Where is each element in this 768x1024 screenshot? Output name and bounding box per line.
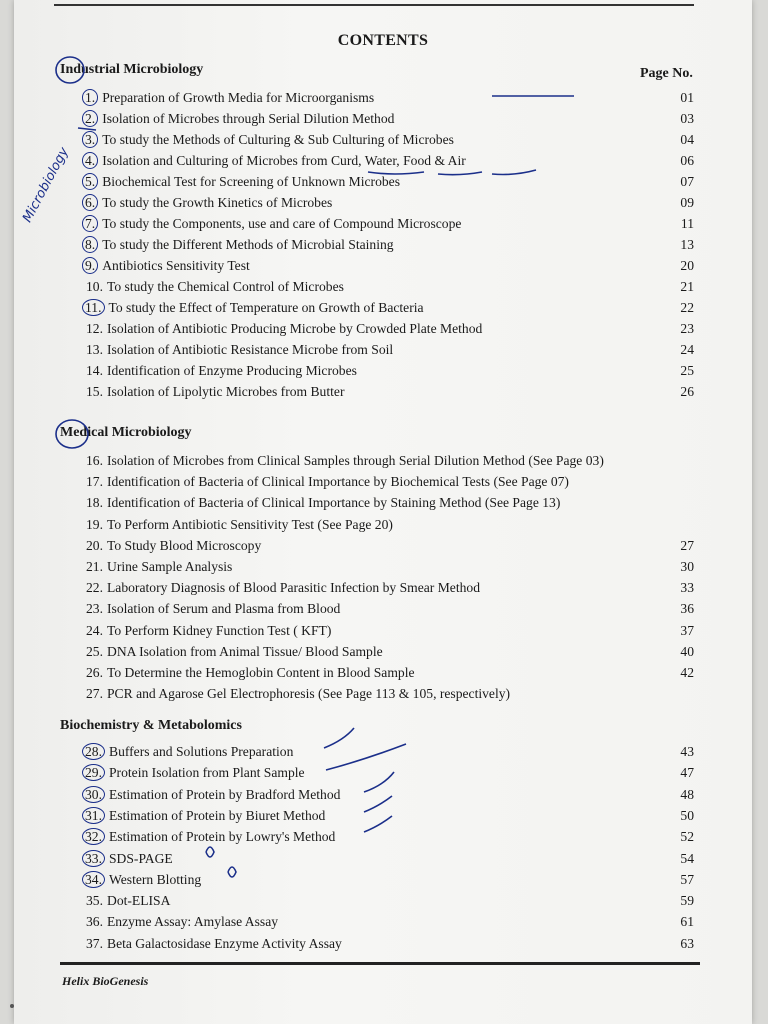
toc-entry-number: 29. (82, 764, 105, 781)
toc-entry-title (86, 451, 604, 471)
toc-entry-page: 07 (680, 174, 694, 189)
top-rule (54, 4, 694, 6)
toc-entry-number: 4. (82, 152, 98, 169)
bottom-rule (60, 962, 700, 965)
toc-entry-text: To Perform Kidney Function Test ( KFT) (107, 622, 332, 638)
toc-entry (14, 340, 694, 360)
page-number-heading: Page No. (640, 66, 693, 81)
toc-entry-number: 15. (86, 384, 103, 399)
toc-entry (14, 88, 694, 108)
toc-entry (14, 214, 694, 234)
toc-entry (14, 578, 694, 598)
toc-entry (14, 515, 694, 535)
toc-entry-page: 33 (680, 580, 694, 596)
toc-entry-number: 5. (82, 173, 98, 190)
toc-entry-number: 33. (82, 850, 105, 867)
toc-entry-text: To study the Chemical Control of Microbes (107, 279, 344, 294)
toc-entry (14, 806, 694, 826)
toc-entry-number: 1. (82, 89, 98, 106)
toc-entry-text: Preparation of Growth Media for Microorganisms (102, 90, 375, 105)
section-heading-medical: Medical Microbiology (60, 425, 192, 440)
toc-entry-text: Dot-ELISA (107, 893, 171, 909)
toc-entry-text: Estimation of Protein by Biuret Method (109, 807, 326, 823)
toc-entry-title (86, 193, 332, 213)
toc-entry-title (86, 256, 250, 276)
toc-entry-text: Isolation of Microbes through Serial Dilution Method (102, 111, 395, 126)
toc-entry-title (86, 557, 232, 577)
toc-entry-text: Biochemical Test for Screening of Unknown Microbes (102, 174, 400, 189)
toc-entry-title (86, 493, 560, 513)
toc-entry-page: 37 (680, 622, 694, 638)
toc-entry-text: Isolation and Culturing of Microbes from Curd, Water, Food & Air (102, 153, 466, 168)
toc-entry-text: Beta Galactosidase Enzyme Activity Assay (107, 935, 342, 951)
toc-entry-page: 43 (680, 744, 694, 759)
toc-entry-number: 17. (86, 474, 103, 490)
toc-entry-page: 40 (680, 643, 694, 659)
toc-entry-text: Isolation of Antibiotic Producing Microbe by Crowded Plate Method (107, 321, 483, 336)
toc-entry-number: 22. (86, 580, 103, 596)
toc-entry-number: 28. (82, 743, 105, 760)
toc-entry-number: 12. (86, 321, 103, 336)
toc-entry (14, 130, 694, 150)
toc-entry-page: 23 (680, 321, 694, 336)
toc-entry-title (86, 536, 261, 556)
toc-entry-title (86, 515, 393, 535)
toc-entry-page: 03 (680, 111, 694, 126)
footer-publisher: Helix BioGenesis (62, 974, 149, 988)
toc-entry-page: 54 (680, 850, 694, 866)
toc-entry-number: 16. (86, 453, 103, 468)
toc-entry-number: 24. (86, 622, 103, 638)
toc-entry-number: 25. (86, 643, 103, 659)
section-heading-industrial: Industrial Microbiology (60, 62, 204, 77)
toc-entry (14, 642, 694, 662)
toc-entry-text: To study the Components, use and care of Compound Microscope (102, 216, 462, 231)
toc-entry (14, 361, 694, 381)
toc-entry (14, 493, 694, 513)
toc-entry (14, 934, 694, 954)
toc-entry-number: 27. (86, 686, 103, 702)
toc-entry-text: PCR and Agarose Gel Electrophoresis (See Page 113 & 105, respectively) (107, 686, 511, 702)
toc-entry-title (86, 934, 342, 954)
toc-entry (14, 849, 694, 869)
toc-entry-text: Isolation of Serum and Plasma from Blood (107, 601, 341, 617)
toc-entry-number: 26. (86, 665, 103, 680)
toc-entry-text: Estimation of Protein by Bradford Method (109, 786, 341, 802)
toc-entry-title (86, 319, 482, 339)
toc-entry-text: Identification of Bacteria of Clinical Importance by Staining Method (See Page 13) (107, 495, 561, 511)
toc-entry (14, 172, 694, 192)
toc-entry-page: 22 (680, 300, 694, 315)
toc-entry (14, 827, 694, 847)
toc-entry (14, 684, 694, 704)
toc-entry-title (86, 578, 480, 598)
toc-entry-number: 21. (86, 559, 103, 574)
toc-entry-page: 11 (680, 216, 694, 231)
toc-entry-page: 63 (680, 935, 694, 951)
toc-entry (14, 298, 694, 318)
toc-entry-page: 24 (680, 342, 694, 357)
toc-entry-title (86, 298, 424, 318)
toc-entry (14, 235, 694, 255)
toc-entry (14, 109, 694, 129)
toc-entry-number: 20. (86, 537, 103, 553)
toc-entry-page: 26 (680, 384, 694, 399)
toc-entry-page: 09 (680, 195, 694, 210)
toc-entry (14, 536, 694, 556)
toc-entry-page: 36 (680, 601, 694, 617)
toc-entry-text: Protein Isolation from Plant Sample (109, 765, 305, 781)
toc-entry-title (86, 621, 331, 641)
toc-entry-number: 35. (86, 893, 103, 909)
toc-entry-text: To Study Blood Microscopy (107, 537, 262, 553)
document-page (14, 0, 752, 1024)
toc-entry-title (86, 763, 305, 783)
toc-entry-title (86, 599, 340, 619)
toc-entry-page: 57 (680, 871, 694, 887)
toc-entry-title (86, 130, 454, 150)
toc-entry-page: 61 (680, 914, 694, 930)
toc-entry-text: SDS-PAGE (109, 850, 173, 866)
toc-entry-title (86, 806, 325, 826)
toc-entry-page: 27 (680, 537, 694, 553)
toc-entry-title (86, 742, 293, 762)
toc-entry-title (86, 382, 344, 402)
toc-entry-title (86, 472, 569, 492)
toc-entry-number: 36. (86, 914, 103, 930)
toc-entry-page: 50 (680, 807, 694, 823)
toc-entry (14, 621, 694, 641)
toc-entry-title (86, 827, 335, 847)
toc-entry-page: 52 (680, 829, 694, 845)
toc-entry-title (86, 642, 383, 662)
toc-entry-page: 13 (680, 237, 694, 252)
toc-entry (14, 742, 694, 762)
toc-entry-text: Isolation of Lipolytic Microbes from Butter (107, 384, 345, 399)
toc-entry-page: 47 (680, 765, 694, 781)
toc-entry-number: 18. (86, 495, 103, 511)
toc-entry-text: DNA Isolation from Animal Tissue/ Blood Sample (107, 643, 383, 659)
toc-entry (14, 319, 694, 339)
toc-entry-title (86, 663, 415, 683)
toc-entry-text: Western Blotting (109, 871, 202, 887)
toc-entry-text: To study the Growth Kinetics of Microbes (102, 195, 333, 210)
toc-entry-page: 59 (680, 893, 694, 909)
toc-entry-text: Urine Sample Analysis (107, 559, 233, 574)
toc-entry-page: 30 (680, 559, 694, 574)
toc-entry-text: Isolation of Microbes from Clinical Samples through Serial Dilution Method (See Page 03) (107, 453, 604, 468)
toc-entry-number: 10. (86, 279, 103, 294)
toc-entry-number: 14. (86, 363, 103, 378)
handwritten-margin-note: Microbiology (20, 145, 73, 226)
toc-entry (14, 870, 694, 890)
toc-entry-text: Identification of Enzyme Producing Microbes (107, 363, 357, 378)
toc-entry-page: 21 (680, 279, 694, 294)
toc-entry-text: Estimation of Protein by Lowry's Method (109, 829, 336, 845)
toc-entry-title (86, 361, 357, 381)
toc-entry (14, 256, 694, 276)
toc-entry (14, 599, 694, 619)
toc-entry (14, 557, 694, 577)
toc-entry-title (86, 277, 344, 297)
toc-entry-page: 06 (680, 153, 694, 168)
toc-entry-title (86, 340, 393, 360)
toc-entry-text: Identification of Bacteria of Clinical Importance by Biochemical Tests (See Page 07) (107, 474, 569, 490)
toc-entry-number: 8. (82, 236, 98, 253)
toc-entry-number: 2. (82, 110, 98, 127)
toc-entry-number: 3. (82, 131, 98, 148)
toc-entry-title (86, 109, 394, 129)
toc-entry-number: 37. (86, 935, 103, 951)
toc-entry-number: 34. (82, 871, 105, 888)
toc-entry-number: 11. (82, 299, 105, 316)
toc-entry-number: 23. (86, 601, 103, 617)
toc-entry-title (86, 891, 170, 911)
toc-entry-number: 32. (82, 828, 105, 845)
toc-entry-title (86, 912, 278, 932)
toc-entry-text: To study the Different Methods of Microbial Staining (102, 237, 394, 252)
toc-entry-title (86, 684, 510, 704)
toc-entry-text: Isolation of Antibiotic Resistance Microbe from Soil (107, 342, 394, 357)
toc-entry-text: To study the Methods of Culturing & Sub Culturing of Microbes (102, 132, 454, 147)
toc-entry-page: 25 (680, 363, 694, 378)
toc-entry (14, 382, 694, 402)
toc-entry (14, 451, 694, 471)
toc-entry-page: 01 (680, 90, 694, 105)
toc-entry-text: To study the Effect of Temperature on Growth of Bacteria (108, 300, 424, 315)
toc-entry-text: Buffers and Solutions Preparation (109, 744, 294, 759)
toc-entry-number: 9. (82, 257, 98, 274)
toc-entry-text: Antibiotics Sensitivity Test (102, 258, 250, 273)
toc-entry-number: 19. (86, 516, 103, 532)
section-heading-biochemistry: Biochemistry & Metabolomics (60, 718, 242, 733)
toc-entry-title (86, 172, 400, 192)
toc-entry-page: 20 (680, 258, 694, 273)
toc-entry-title (86, 785, 340, 805)
toc-entry (14, 912, 694, 932)
toc-entry-number: 6. (82, 194, 98, 211)
toc-entry-title (86, 88, 374, 108)
toc-entry (14, 785, 694, 805)
toc-entry-title (86, 151, 466, 171)
toc-entry-number: 7. (82, 215, 98, 232)
toc-entry (14, 891, 694, 911)
toc-entry-title (86, 849, 173, 869)
toc-entry (14, 763, 694, 783)
toc-entry (14, 472, 694, 492)
page-title: CONTENTS (337, 32, 429, 49)
page-dot (10, 1004, 14, 1008)
toc-entry (14, 151, 694, 171)
toc-entry-text: To Determine the Hemoglobin Content in Blood Sample (107, 665, 415, 680)
toc-entry-number: 30. (82, 786, 105, 803)
toc-entry (14, 193, 694, 213)
toc-entry-page: 04 (680, 132, 694, 147)
toc-entry-number: 13. (86, 342, 103, 357)
toc-entry (14, 663, 694, 683)
toc-entry-page: 48 (680, 786, 694, 802)
toc-entry (14, 277, 694, 297)
toc-entry-title (86, 870, 201, 890)
toc-entry-title (86, 235, 394, 255)
toc-entry-title (86, 214, 461, 234)
toc-entry-text: Laboratory Diagnosis of Blood Parasitic Infection by Smear Method (107, 580, 480, 596)
toc-entry-page: 42 (680, 665, 694, 680)
toc-entry-text: To Perform Antibiotic Sensitivity Test (See Page 20) (107, 516, 393, 532)
toc-entry-text: Enzyme Assay: Amylase Assay (107, 914, 279, 930)
toc-entry-number: 31. (82, 807, 105, 824)
